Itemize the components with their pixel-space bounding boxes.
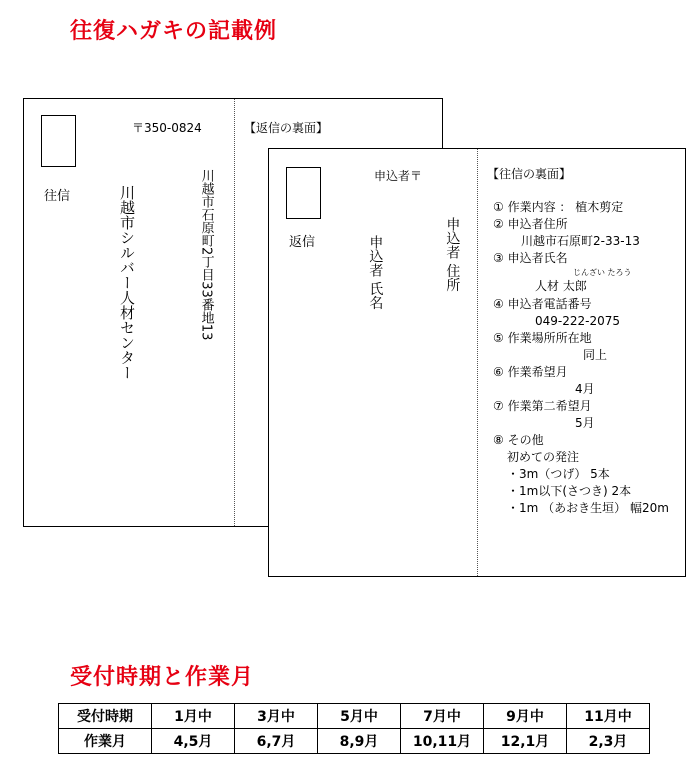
fold-line (234, 99, 235, 526)
table-cell: 作業月 (59, 729, 152, 754)
list-item: ⑤ 作業場所所在地 (493, 330, 592, 345)
table-cell: 11月中 (567, 704, 650, 729)
list-item: ・1m （あおき生垣） 幅20m (507, 500, 669, 515)
table-cell: 6,7月 (235, 729, 318, 754)
return-back-title: 【往信の裏面】 (487, 167, 572, 181)
list-item: ・3m（つげ） 5本 (507, 466, 610, 481)
postal-code: 〒350-0824 (132, 121, 202, 135)
stamp-box (286, 167, 321, 219)
table-cell: 1月中 (152, 704, 235, 729)
list-item: ・1m以下(さつき) 2本 (507, 483, 632, 498)
table-cell: 5月中 (318, 704, 401, 729)
section-title: 受付時期と作業月 (70, 665, 255, 690)
table-cell: 2,3月 (567, 729, 650, 754)
table-cell: 12,1月 (484, 729, 567, 754)
table-cell: 8,9月 (318, 729, 401, 754)
list-item: ⑧ その他 (493, 432, 544, 447)
list-item: 川越市石原町2-33-13 (521, 234, 640, 249)
stamp-box (41, 115, 76, 167)
table-cell: 7月中 (401, 704, 484, 729)
list-item: ④ 申込者電話番号 (493, 296, 592, 311)
back-content-list (493, 199, 669, 517)
list-item: ② 申込者住所 (493, 217, 568, 232)
list-item: 049-222-2075 (535, 313, 621, 328)
table-cell: 3月中 (235, 704, 318, 729)
applicant-name-placeholder: 申込者 氏名 (367, 235, 384, 310)
table-cell: 9月中 (484, 704, 567, 729)
table-cell: 10,11月 (401, 729, 484, 754)
furigana: じんざい たろう (573, 268, 632, 278)
return-label: 返信 (289, 235, 316, 250)
recipient-address: 川越市石原町2丁目33番地13 (198, 169, 214, 341)
outgoing-label: 往信 (44, 189, 71, 204)
list-item: 5月 (575, 415, 595, 430)
list-item: 人材 太郎 (535, 279, 587, 294)
return-postcard (268, 148, 686, 577)
return-back-label: 【返信の裏面】 (244, 121, 329, 135)
applicant-postal: 申込者〒 (374, 169, 423, 183)
table-row (59, 729, 650, 754)
applicant-address-placeholder: 申込者 住所 (444, 217, 461, 292)
list-item: 初めての発注 (507, 449, 580, 464)
list-item: ⑦ 作業第二希望月 (493, 398, 592, 413)
list-item: ③ 申込者氏名 (493, 251, 568, 266)
recipient-name: 川越市シルバー人材センター (118, 185, 136, 380)
schedule-table (58, 703, 650, 754)
list-item: 同上 (583, 347, 608, 362)
table-cell: 4,5月 (152, 729, 235, 754)
fold-line (477, 149, 478, 576)
list-item: ① 作業内容 ： 植木剪定 (493, 200, 624, 214)
table-row (59, 704, 650, 729)
page-title: 往復ハガキの記載例 (70, 19, 278, 44)
list-item: 4月 (575, 381, 595, 396)
table-cell: 受付時期 (59, 704, 152, 729)
list-item: ⑥ 作業希望月 (493, 364, 568, 379)
